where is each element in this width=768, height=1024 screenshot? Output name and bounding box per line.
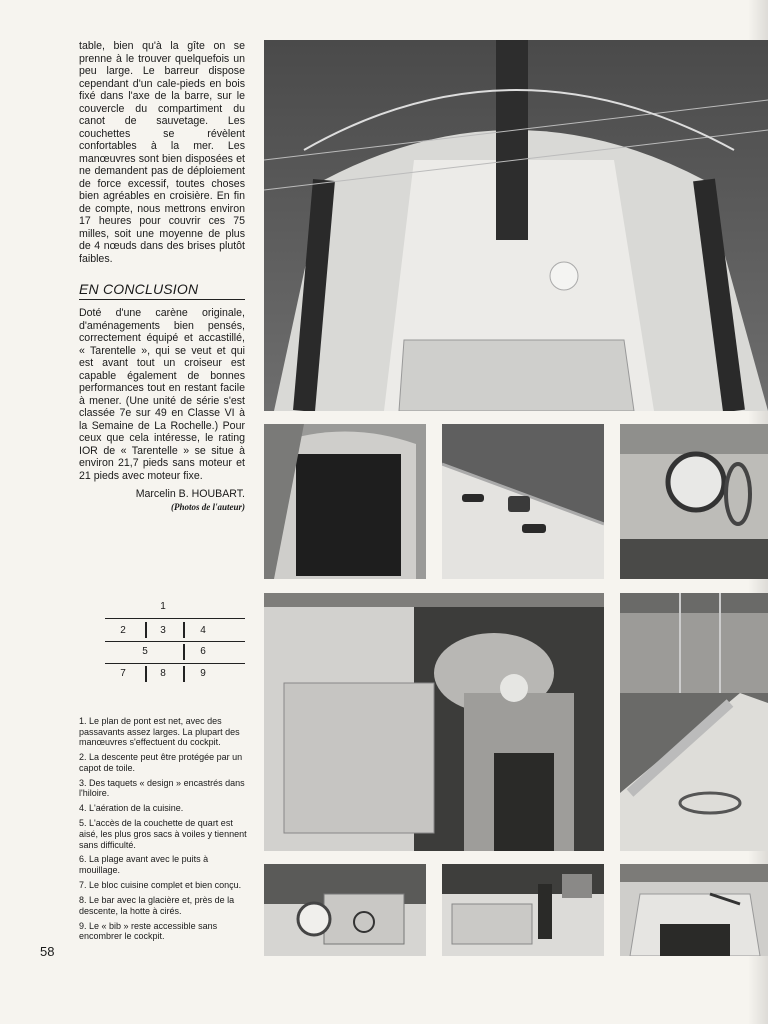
key-divider — [145, 666, 147, 682]
body-paragraph: table, bien qu'à la gîte on se prenne à le trouver quelquefois un peu large. Le barreur dispose cependant d'un cale-pieds en bois fixé dans l'axe de la barre, sur le couvercle du compartiment du canot de sauvetage. Les couchettes se révèlent confortables à la mer. Les manœuvres sont bien disposées et ne demandent pas de déploiement de force excessif, toutes choses bien agréables en croisière. En fin de compte, nous mettrons environ 17 heures pour couvrir ces 75 milles, soit une moyenne de plus de 4 nœuds dans des brises plutôt faibles. — [79, 40, 245, 265]
key-number-8: 8 — [160, 668, 166, 679]
photo-8-bar — [442, 864, 604, 956]
photo-credit: (Photos de l'auteur) — [170, 502, 245, 512]
caption-item: 9. Le « bib » reste accessible sans encombrer le cockpit. — [79, 920, 218, 942]
author-signature: Marcelin B. HOUBART. — [135, 488, 245, 500]
caption-item: 1. Le plan de pont est net, avec des passavants assez larges. La plupart des manœuvres s'effectuent du cockpit. — [79, 716, 240, 748]
key-number-7: 7 — [120, 668, 126, 679]
caption-item: 5. L'accès de la couchette de quart est aisé, les plus gros sacs à voiles y tiennent sans difficulté. — [79, 818, 247, 850]
photo-6-foredeck — [620, 593, 768, 851]
photo-2-companionway — [264, 424, 426, 579]
photo-4-ventilation — [620, 424, 768, 579]
key-divider — [145, 622, 147, 638]
key-rule — [105, 618, 245, 619]
section-heading: EN CONCLUSION — [79, 281, 199, 297]
key-number-1: 1 — [160, 601, 166, 612]
heading-rule — [79, 299, 245, 300]
photo-7-galley — [264, 864, 426, 956]
photo-3-cleats — [442, 424, 604, 579]
key-rule — [105, 663, 245, 664]
caption-item: 6. La plage avant avec le puits à mouillage. — [79, 854, 209, 876]
conclusion-paragraph: Doté d'une carène originale, d'aménagements bien pensés, correctement équipé et accastillé, « Tarentelle », qui se veut et qui est avant tout un croiseur est capable également de bonnes performances tout en restant facile à mener. (Une unité de série s'est classée 7e sur 49 en Classe VI à la Semaine de La Rochelle.) Pour ceux que cela intéresse, le rating IOR de « Tarentelle » se situe à environ 21,7 pieds sans moteur et 21 pieds avec moteur fixe. — [79, 307, 245, 482]
caption-item: 8. Le bar avec la glacière et, près de la descente, la hotte à cirés. — [79, 895, 235, 916]
photo-captions — [79, 716, 249, 946]
key-number-3: 3 — [160, 625, 166, 636]
key-divider — [183, 622, 185, 638]
key-divider — [183, 666, 185, 682]
caption-item: 3. Des taquets « design » encastrés dans l'hiloire. — [79, 777, 245, 799]
caption-item: 4. L'aération de la cuisine. — [79, 803, 184, 814]
page-number: 58 — [40, 944, 55, 959]
key-rule — [105, 641, 245, 642]
key-divider — [183, 644, 185, 660]
caption-item: 7. Le bloc cuisine complet et bien conçu. — [79, 880, 242, 891]
key-number-2: 2 — [120, 625, 126, 636]
key-number-5: 5 — [142, 646, 148, 657]
key-number-4: 4 — [200, 625, 206, 636]
photo-1-deck — [264, 40, 768, 411]
photo-5-berth — [264, 593, 604, 851]
caption-item: 2. La descente peut être protégée par un capot de toile. — [79, 752, 243, 773]
photo-layout-key — [105, 598, 245, 688]
key-number-6: 6 — [200, 646, 206, 657]
photo-9-cockpit — [620, 864, 768, 956]
key-number-9: 9 — [200, 668, 206, 679]
